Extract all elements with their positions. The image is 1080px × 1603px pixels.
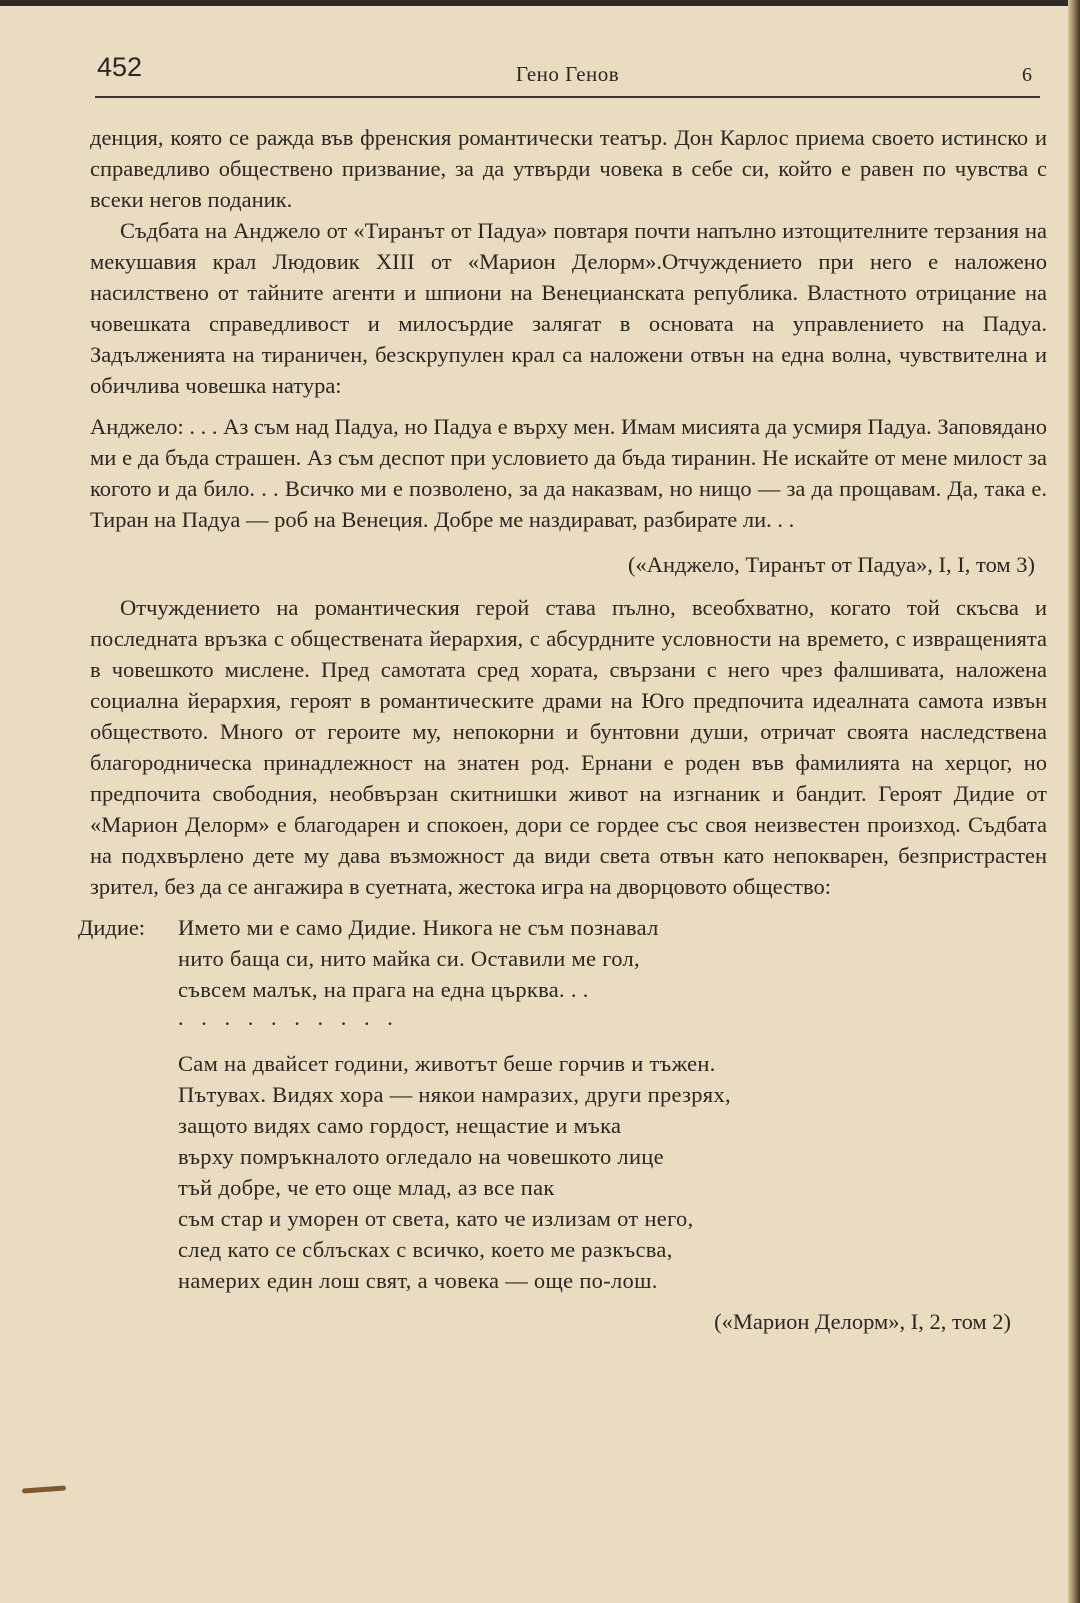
verse-line: съвсем малък, на прага на една църква. . .: [178, 977, 589, 1002]
verse-line: след като се сблъсках с всичко, което ме разкъсва,: [178, 1237, 673, 1262]
verse-ellipsis: . . . . . . . . . .: [178, 1005, 399, 1030]
header-rule: [95, 96, 1040, 98]
verse-lines: [178, 912, 1047, 1296]
paragraph-angelo: Съдбата на Анджело от «Тиранът от Падуа» повтаря почти напълно изтощителните терзания на мекушавия крал Людовик XIII от «Марион Делорм».Отчуждението при него е наложено насилствено от тайните агенти и шпиони на Венецианската република. Властното отрицание на човешката справедливост и милосърдие залягат в основата на управлението на Падуа. Задълженията на тираничен, безскрупулен крал са наложени отвън на една волна, чувствителна и обичлива човешка натура:: [90, 218, 1047, 398]
verse-line: Сам на двайсет години, животът беше горчив и тъжен.: [178, 1051, 716, 1076]
verse-line: намерих един лош свят, а човека — още по-лош.: [178, 1268, 658, 1293]
page-top-edge: [0, 0, 1080, 6]
verse-line: тъй добре, че ето още млад, аз все пак: [178, 1175, 555, 1200]
paragraph-continued: денция, която се ражда във френския романтически театър. Дон Карлос приема своето истинско и справедливо обществено призвание, за да утвърди човека в себе си, който е равен по чувства с всеки негов поданик.: [90, 125, 1047, 212]
page-header: [95, 50, 1040, 98]
section-number: 6: [1022, 64, 1032, 86]
citation-marion-delorme: («Марион Делорм», I, 2, том 2): [714, 1309, 1011, 1334]
verse-line: Пътувах. Видях хора — някои намразих, други презрях,: [178, 1082, 731, 1107]
verse-line: защото видях само гордост, нещастие и мъка: [178, 1113, 622, 1138]
verse-quote-didier: [78, 912, 1047, 1296]
verse-line: Името ми е само Дидие. Никога не съм познавал: [178, 915, 659, 940]
verse-speaker: Дидие:: [78, 915, 146, 940]
page-body: [78, 122, 1047, 1337]
quote-angelo: Анджело: . . . Аз съм над Падуа, но Падуа е върху мен. Имам мисията да усмиря Падуа. Заповядано ми е да бъда страшен. Аз съм деспот при условието да бъда тиранин. Не искайте от мене милост за когото и да било. . . Всичко ми е позволено, за да наказвам, но нищо — за да прощавам. Да, така е. Тиран на Падуа — роб на Венеция. Добре ме наздирават, разбирате ли. . .: [90, 414, 1047, 532]
page-binding-edge: [1068, 0, 1080, 1603]
verse-line: съм стар и уморен от света, като че излизам от него,: [178, 1206, 694, 1231]
page-number: 452: [97, 52, 143, 82]
margin-ink-mark: [22, 1485, 66, 1493]
verse-line: върху помръкналото огледало на човешкото лице: [178, 1144, 664, 1169]
paragraph-alienation: Отчуждението на романтическия герой става пълно, всеобхватно, когато той скъсва и последната връзка с обществената йерархия, с абсурдните условности на времето, с извращенията в човешкото мислене. Пред самотата сред хората, свързани с него чрез фалшивата, наложена социална йерархия, героят в романтическите драми на Юго предпочита идеалната самота извън обществото. Много от героите му, непокорни и бунтовни души, отричат своята наследствена благородническа принадлежност на знатен род. Ернани е роден във фамилията на херцог, но предпочита свободния, необвързан скитнишки живот на изгнаник и бандит. Героят Дидие от «Марион Делорм» е благодарен и спокоен, дори се гордее със своя неизвестен произход. Съдбата на подхвърлено дете му дава възможност да види света отвън като непокварен, безпристрастен зрител, без да се ангажира в суетната, жестока игра на дворцовото общество:: [90, 595, 1047, 899]
stanza-gap: [178, 1036, 1047, 1048]
verse-line: нито баща си, нито майка си. Оставили ме гол,: [178, 946, 640, 971]
citation-angelo: («Анджело, Тиранът от Падуа», I, I, том 3): [627, 552, 1035, 577]
running-title: Гено Генов: [515, 62, 620, 86]
